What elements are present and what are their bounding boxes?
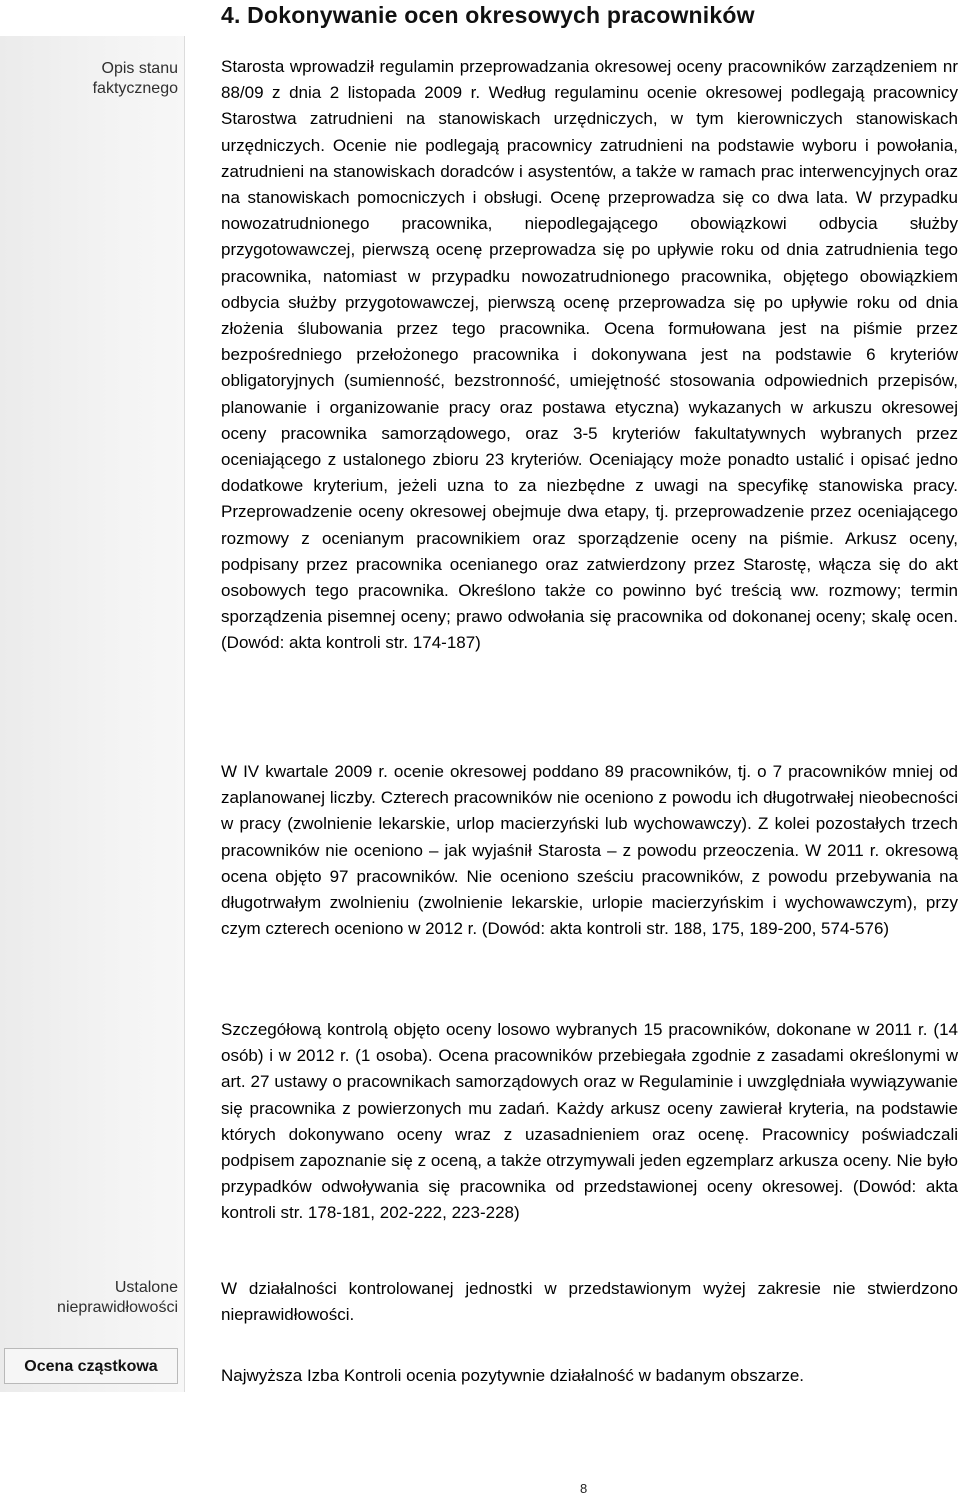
sidebar-label-opis-line2: faktycznego xyxy=(92,80,178,97)
paragraph-ocena-czastkowa: Najwyższa Izba Kontroli ocenia pozytywnie działalność w badanym obszarze. xyxy=(221,1366,805,1385)
sidebar-label-opis-stanu xyxy=(0,59,178,99)
sidebar-label-opis-line1: Opis stanu xyxy=(101,60,178,77)
paragraph-ustalone-nieprawidlowosci: W działalności kontrolowanej jednostki w przedstawionym wyżej zakresie nie stwierdzono nieprawidłowości. xyxy=(221,1279,958,1325)
page-number: 8 xyxy=(580,1481,588,1496)
paragraph-szczegolowa-kontrola: Szczegółową kontrolą objęto oceny losowo wybranych 15 pracowników, dokonane w 2011 r. (14 osób) i w 2012 r. (1 osoba). Ocena pracowników przebiegała zgodnie z zasadami określonymi w art. 27 ustawy o pracownikach samorządowych oraz w Regulaminie i uwzględniała wywiązywanie się pracownika z powierzonych mu zadań. Każdy arkusz oceny zawierał kryteria, na podstawie których dokonywano oceny wraz z uzasadnieniem oraz ocenę. Pracownicy poświadczali podpisem zapoznanie się z oceną, a także otrzymywali jeden egzemplarz arkusza oceny. Nie było przypadków odwoływania się pracownika od przedstawionej oceny okresowej. (Dowód: akta kontroli str. 178-181, 202-222, 223-228) xyxy=(221,1020,958,1223)
sidebar-label-ustalone-line2: nieprawidłowości xyxy=(57,1299,178,1316)
sidebar-label-ustalone-line1: Ustalone xyxy=(114,1279,178,1296)
section-heading: 4. Dokonywanie ocen okresowych pracowników xyxy=(221,2,755,28)
sidebar xyxy=(0,36,185,1392)
sidebar-box-ocena-czastkowa: Ocena cząstkowa xyxy=(4,1348,178,1384)
paragraph-opis-stanu: Starosta wprowadził regulamin przeprowadzania okresowej oceny pracowników zarządzeniem nr 88/09 z dnia 2 listopada 2009 r. Według regulaminu ocenie okresowej podlegają pracownicy Starostwa zatrudnieni na stanowiskach urzędniczych, w tym kierowniczych stanowiskach urzędniczych. Ocenie nie podlegają pracownicy zatrudnieni na podstawie wyboru i powołania, zatrudnieni na stanowiskach doradców i asystentów, a także w ramach prac interwencyjnych oraz na stanowiskach pomocniczych i obsługi. Ocenę przeprowadza się co dwa lata. W przypadku nowozatrudnionego pracownika, niepodlegającego obowiązkowi odbycia służby przygotowawczej, pierwszą ocenę przeprowadza się po upływie roku od dnia zatrudnienia tego pracownika, natomiast w przypadku nowozatrudnionego pracownika, objętego obowiązkiem odbycia służby przygotowawczej, pierwszą ocenę przeprowadza się po upływie roku od dnia złożenia ślubowania przez tego pracownika. Ocena formułowana jest na piśmie przez bezpośredniego przełożonego pracownika i dokonywana jest na podstawie 6 kryteriów obligatoryjnych (sumienność, bezstronność, umiejętność stosowania odpowiednich przepisów, planowanie i organizowanie pracy oraz postawa etyczna) wykazanych w arkuszu okresowej oceny pracownika samorządowego, oraz 3-5 kryteriów fakultatywnych wybranych przez oceniającego z ustalonego zbioru 23 kryteriów. Oceniający może ponadto ustalić i opisać jedno dodatkowe kryterium, jeżeli uzna to za niezbędne z uwagi na specyfikę stanowiska pracy. Przeprowadzenie oceny okresowej obejmuje dwa etapy, tj. przeprowadzenie przez oceniającego rozmowy z ocenianym pracownikiem oraz sporządzenie oceny na piśmie. Arkusz oceny, podpisany przez pracownika ocenianego oraz zatwierdzony przez Starostę, włącza się do akt osobowych tego pracownika. Określono także co powinno być treścią ww. rozmowy; termin sporządzenia pisemnej oceny; prawo odwołania się pracownika od dokonanej oceny; skalę ocen. (Dowód: akta kontroli str. 174-187) xyxy=(221,57,958,653)
paragraph-iv-kwartal: W IV kwartale 2009 r. ocenie okresowej poddano 89 pracowników, tj. o 7 pracowników mniej od zaplanowanej liczby. Czterech pracowników nie oceniono z powodu ich długotrwałej nieobecności w pracy (zwolnienie lekarskie, urlop macierzyński lub wychowawczy). Z kolei pozostałych trzech pracowników nie oceniono – jak wyjaśnił Starosta – z powodu przeoczenia. W 2011 r. okresową ocena objęto 97 pracowników. Nie oceniono sześciu pracowników, z powodu przebywania na długotrwałym zwolnieniu (zwolnienie lekarskie, urlopie macierzyńskim i wychowawczym), przy czym czterech oceniono w 2012 r. (Dowód: akta kontroli str. 188, 175, 189-200, 574-576) xyxy=(221,762,958,939)
sidebar-label-ustalone xyxy=(0,1278,178,1318)
